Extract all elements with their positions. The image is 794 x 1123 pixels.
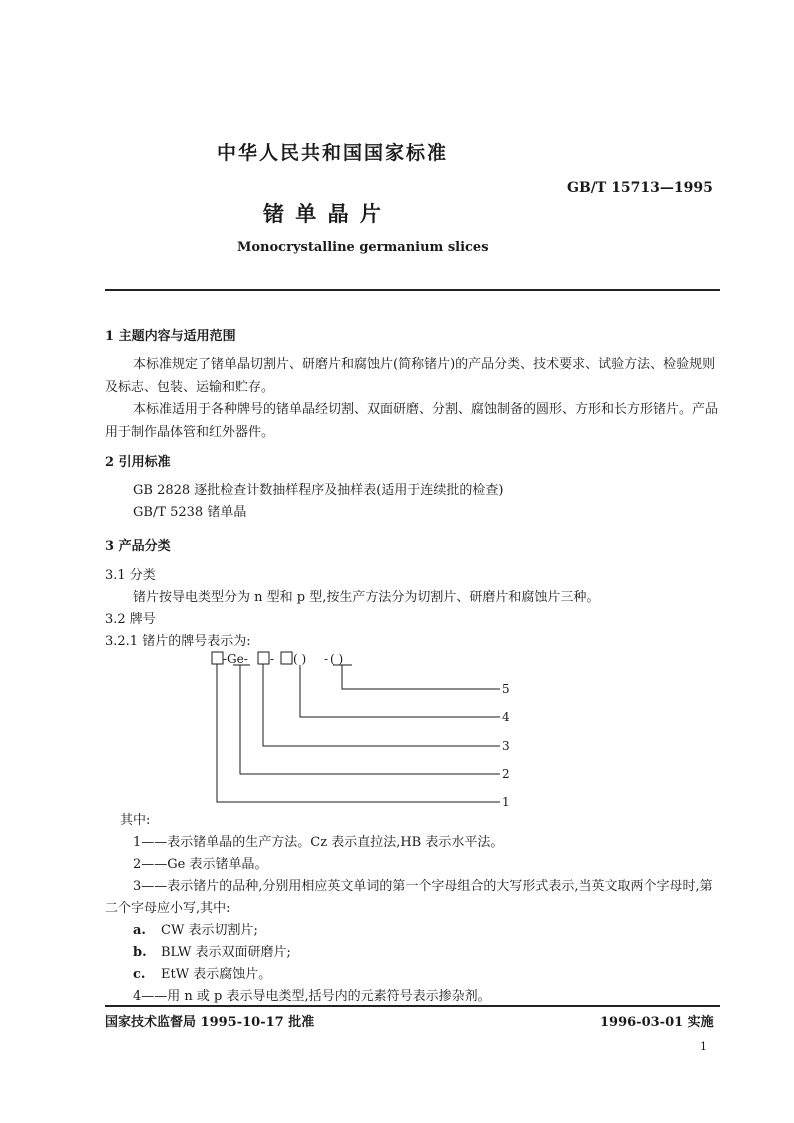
leader-line-5 bbox=[342, 665, 500, 689]
section-3-1-heading: 3.1 分类 bbox=[105, 568, 156, 583]
subitem-b bbox=[133, 942, 291, 964]
section-2-heading: 2 引用标准 bbox=[105, 455, 171, 470]
document-title-cn: 锗 单 晶 片 bbox=[263, 201, 383, 226]
section-1-heading: 1 主题内容与适用范围 bbox=[105, 329, 236, 344]
leader-label-4: 4 bbox=[502, 710, 510, 724]
formula-paren-1: ( ) bbox=[293, 652, 307, 666]
explanation-intro: 其中: bbox=[120, 813, 151, 828]
leader-label-1: 1 bbox=[502, 795, 510, 809]
leader-label-2: 2 bbox=[502, 767, 510, 781]
reference-gbt5238: GB/T 5238 锗单晶 bbox=[133, 505, 247, 520]
section-3-heading: 3 产品分类 bbox=[105, 539, 171, 554]
subitem-c bbox=[133, 964, 271, 986]
leader-line-4 bbox=[300, 665, 500, 717]
explanation-item-1: 1——表示锗单晶的生产方法。Cz 表示直拉法,HB 表示水平法。 bbox=[133, 835, 504, 850]
reference-gb2828: GB 2828 逐批检查计数抽样程序及抽样表(适用于连续批的检查) bbox=[133, 483, 504, 498]
explanation-item-3: 3——表示锗片的品种,分别用相应英文单词的第一个字母组合的大写形式表示,当英文取两个字母时,第二个字母应小写,其中: bbox=[105, 879, 713, 916]
header-divider bbox=[105, 289, 720, 291]
section-1-paragraph-2: 本标准适用于各种牌号的锗单晶经切割、双面研磨、分割、腐蚀制备的圆形、方形和长方形锗片。产品用于制作晶体管和红外器件。 bbox=[105, 402, 719, 440]
leader-line-3 bbox=[263, 664, 500, 746]
footer-divider bbox=[105, 1005, 720, 1007]
subitem-a bbox=[133, 920, 258, 942]
document-title-en: Monocrystalline germanium slices bbox=[237, 240, 489, 255]
formula-dash-2: - bbox=[324, 652, 329, 666]
section-3-2-1-text: 3.2.1 锗片的牌号表示为: bbox=[105, 634, 251, 649]
section-3-2-heading: 3.2 牌号 bbox=[105, 612, 156, 627]
formula-paren-2: ( ) bbox=[330, 652, 344, 666]
approval-line: 国家技术监督局 1995-10-17 批准 bbox=[105, 1015, 315, 1030]
designation-box-3 bbox=[258, 652, 269, 664]
page-number: 1 bbox=[700, 1040, 707, 1053]
implementation-line: 1996-03-01 实施 bbox=[600, 1015, 714, 1030]
subitem-a-text: CW 表示切割片; bbox=[161, 923, 258, 938]
subitem-c-marker: c. bbox=[133, 967, 146, 982]
standard-number: GB/T 15713—1995 bbox=[567, 180, 713, 196]
leader-label-3: 3 bbox=[502, 739, 510, 753]
subitem-b-marker: b. bbox=[133, 945, 147, 960]
leader-line-2 bbox=[240, 665, 500, 774]
subitem-b-text: BLW 表示双面研磨片; bbox=[161, 945, 291, 960]
designation-box-4 bbox=[281, 652, 292, 664]
formula-ge: -Ge- bbox=[223, 652, 248, 666]
formula-dash-1: - bbox=[270, 652, 275, 666]
explanation-item-2: 2——Ge 表示锗单晶。 bbox=[133, 857, 268, 872]
explanation-item-4: 4——用 n 或 p 表示导电类型,括号内的元素符号表示掺杂剂。 bbox=[133, 989, 491, 1004]
subitem-a-marker: a. bbox=[133, 923, 146, 938]
designation-diagram bbox=[200, 646, 520, 810]
section-1-paragraph-1: 本标准规定了锗单晶切割片、研磨片和腐蚀片(简称锗片)的产品分类、技术要求、试验方法、检验规则及标志、包装、运输和贮存。 bbox=[105, 357, 716, 395]
subitem-c-text: EtW 表示腐蚀片。 bbox=[161, 967, 272, 982]
leader-label-5: 5 bbox=[502, 682, 510, 696]
section-3-1-text: 锗片按导电类型分为 n 型和 p 型,按生产方法分为切割片、研磨片和腐蚀片三种。 bbox=[133, 590, 600, 605]
national-standard-title: 中华人民共和国国家标准 bbox=[217, 142, 449, 164]
leader-line-1 bbox=[217, 664, 500, 802]
designation-box-1 bbox=[212, 652, 223, 664]
